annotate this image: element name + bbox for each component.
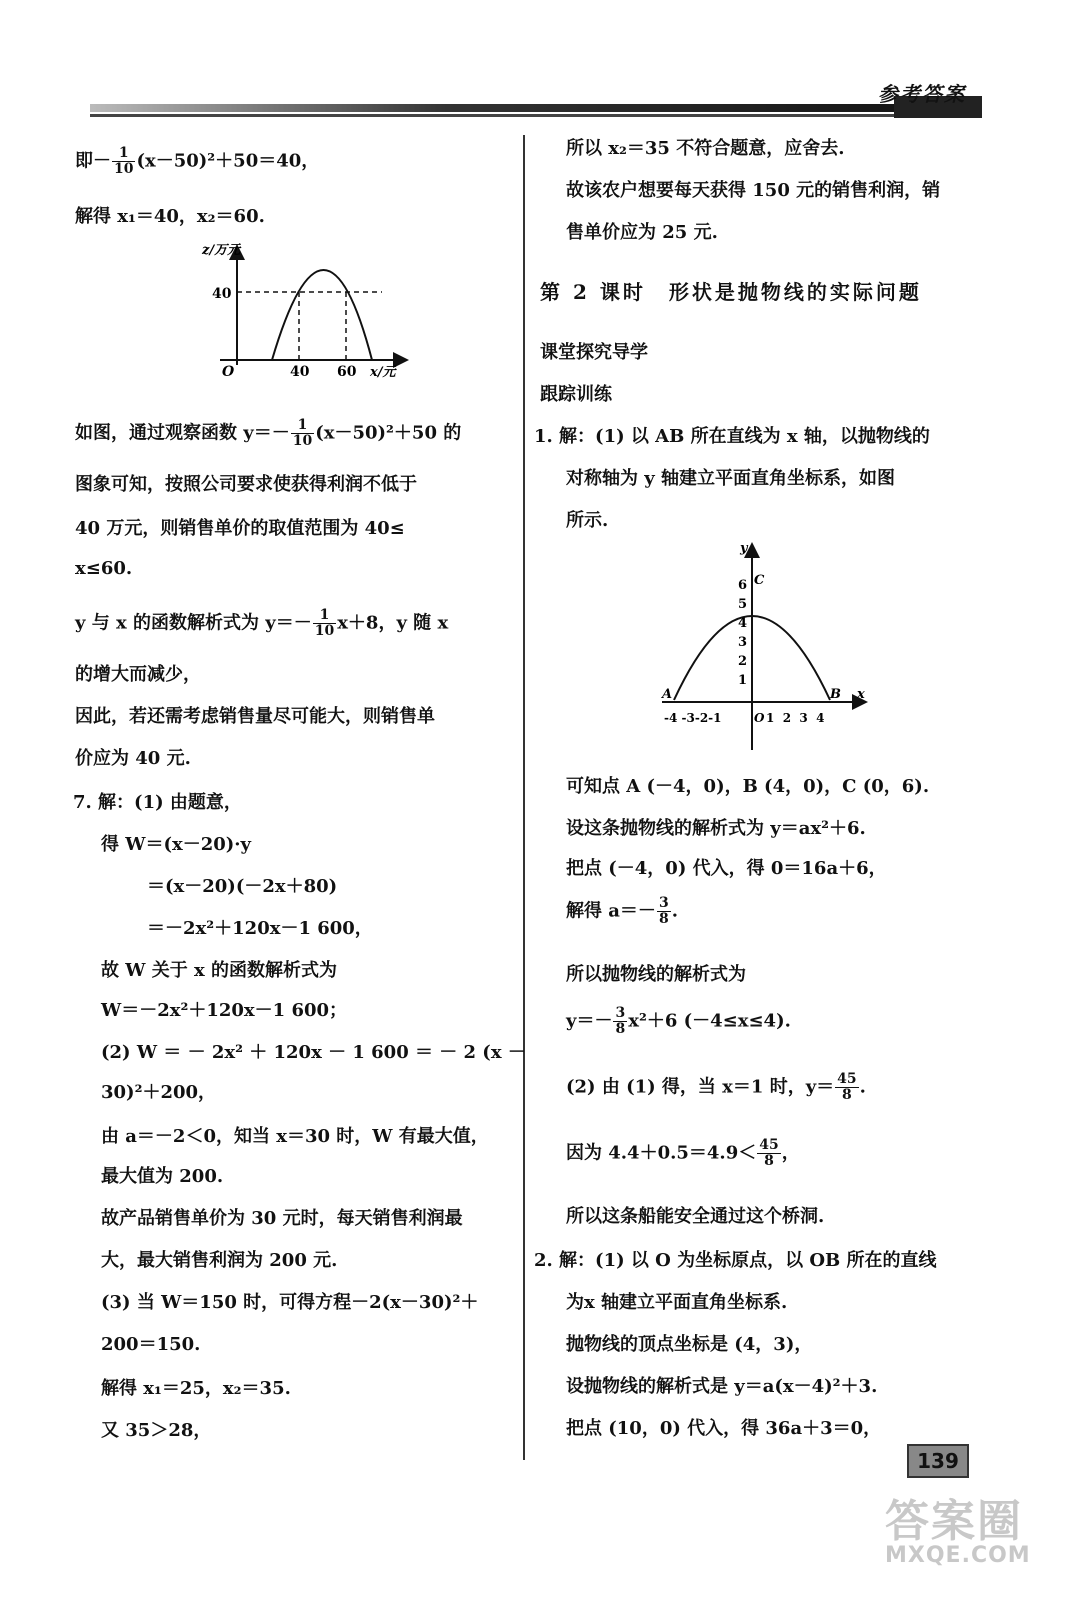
point-a-label: A <box>662 687 673 702</box>
q1-line7: 解得 a＝－ $\frac{3}{8}$ . <box>566 895 678 927</box>
header-rule <box>90 104 980 112</box>
graph1-origin: O <box>222 364 235 380</box>
watermark-url: MXQE.COM <box>885 1543 1031 1568</box>
graph1-y40: 40 <box>212 286 232 302</box>
q2-line2: 为x 轴建立平面直角坐标系. <box>566 1292 788 1313</box>
profit-graph <box>202 240 410 380</box>
watermark-logo-text: 答案圈 <box>885 1496 1023 1547</box>
q7-line1: 得 W＝(x－20)·y <box>101 834 252 855</box>
q7-line5: W＝－2x²＋120x－1 600； <box>101 1000 348 1021</box>
eq-line-1: 即－ $\frac{1}{10}$ (x－50)²＋50＝40， <box>75 145 320 177</box>
q7-line15: 又 35＞28， <box>101 1420 212 1441</box>
y-tick-4: 4 <box>738 616 748 631</box>
q2-line1: 2. 解：(1) 以 O 为坐标原点，以 OB 所在的直线 <box>534 1250 937 1271</box>
graph1-x40: 40 <box>290 364 310 380</box>
graph1-x60: 60 <box>337 364 357 380</box>
para2-line1: y 与 x 的函数解析式为 y＝－ $\frac{1}{10}$ x＋8，y 随 x <box>75 607 449 639</box>
q1-line2: 对称轴为 y 轴建立平面直角坐标系，如图 <box>566 468 895 489</box>
r-line2: 故该农户想要每天获得 150 元的销售利润，销 <box>566 180 941 201</box>
para2-line2: 的增大而减少， <box>75 664 201 685</box>
r-line3: 售单价应为 25 元. <box>566 222 718 243</box>
q1-line8: 所以抛物线的解析式为 <box>566 964 746 985</box>
q7-title: 7. 解：(1) 由题意， <box>73 792 242 813</box>
q1-line4: 可知点 A (－4，0)，B (4，0)，C (0，6). <box>566 776 930 797</box>
graph2-ylabel: y <box>740 541 748 556</box>
q7-line7: 30)²＋200， <box>101 1082 217 1103</box>
q1-line6: 把点 (－4，0) 代入，得 0＝16a＋6， <box>566 858 887 879</box>
q1-line12: 所以这条船能安全通过这个桥洞. <box>566 1206 825 1227</box>
q7-line9: 最大值为 200. <box>101 1166 224 1187</box>
para1-line3: 40 万元，则销售单价的取值范围为 40≤ <box>75 518 405 539</box>
y-tick-6: 6 <box>738 578 748 593</box>
graph2-xlabel: x <box>857 687 865 702</box>
q2-line3: 抛物线的顶点坐标是 (4，3)， <box>566 1334 813 1355</box>
graph1-xlabel: x/元 <box>370 365 396 380</box>
subheading-class: 课堂探究导学 <box>540 342 648 363</box>
q1-line11: 因为 4.4＋0.5＝4.9＜ $\frac{45}{8}$ ， <box>566 1137 800 1169</box>
point-c-label: C <box>754 573 765 588</box>
para1-line4: x≤60. <box>75 558 133 579</box>
q2-line5: 把点 (10，0) 代入，得 36a＋3＝0， <box>566 1418 882 1439</box>
q1-line3: 所示. <box>566 510 609 531</box>
column-divider <box>523 135 525 1460</box>
para1-line2: 图象可知，按照公司要求使获得利润不低于 <box>75 474 417 495</box>
para1-line1: 如图，通过观察函数 y＝－ $\frac{1}{10}$ (x－50)²＋50 的 <box>75 417 462 449</box>
q2-line4: 设抛物线的解析式是 y＝a(x－4)²＋3. <box>566 1376 878 1397</box>
q7-line8: 由 a＝－2＜0，知当 x＝30 时，W 有最大值， <box>101 1126 489 1147</box>
para3-line2: 价应为 40 元. <box>75 748 191 769</box>
q7-line4: 故 W 关于 x 的函数解析式为 <box>101 960 338 981</box>
subheading-training: 跟踪训练 <box>540 384 612 405</box>
y-tick-1: 1 <box>738 673 748 688</box>
q7-line3: ＝－2x²＋120x－1 600， <box>147 918 373 939</box>
q7-line11: 大，最大销售利润为 200 元. <box>101 1250 338 1271</box>
y-tick-3: 3 <box>738 635 748 650</box>
q7-line6: (2) W ＝ － 2x² ＋ 120x － 1 600 ＝ － 2 (x － <box>101 1042 526 1063</box>
point-b-label: B <box>830 687 841 702</box>
graph2-origin: O <box>754 711 765 725</box>
para3-line1: 因此，若还需考虑销售量尽可能大，则销售单 <box>75 706 435 727</box>
page-number: 139 <box>907 1444 969 1478</box>
q7-line14: 解得 x₁＝25，x₂＝35. <box>101 1378 291 1399</box>
q7-line12: (3) 当 W＝150 时，可得方程－2(x－30)²＋ <box>101 1292 479 1313</box>
parabola-graph <box>652 540 872 752</box>
watermark <box>885 1485 1031 1568</box>
q1-line10: (2) 由 (1) 得，当 x＝1 时，y＝ $\frac{45}{8}$ . <box>566 1071 866 1103</box>
x-ticks-positive: 1 2 3 4 <box>766 711 825 725</box>
q1-line9: y＝－ $\frac{3}{8}$ x²＋6 (－4≤x≤4). <box>566 1005 791 1037</box>
x-ticks-negative: -4 -3-2-1 <box>664 711 722 725</box>
q1-line1: 1. 解：(1) 以 AB 所在直线为 x 轴，以抛物线的 <box>534 426 930 447</box>
q1-line5: 设这条抛物线的解析式为 y＝ax²＋6. <box>566 818 866 839</box>
q7-line10: 故产品销售单价为 30 元时，每天销售利润最 <box>101 1208 463 1229</box>
header-title: 参考答案 <box>878 82 966 106</box>
header-rule-thin <box>90 114 980 117</box>
solution-line: 解得 x₁＝40，x₂＝60. <box>75 206 265 227</box>
y-tick-2: 2 <box>738 654 748 669</box>
section-title: 第 2 课时 形状是抛物线的实际问题 <box>540 280 922 304</box>
r-line1: 所以 x₂＝35 不符合题意，应舍去. <box>566 138 845 159</box>
graph1-ylabel: z/万元 <box>202 243 241 258</box>
y-tick-5: 5 <box>738 597 748 612</box>
q7-line2: ＝(x－20)(－2x＋80) <box>147 876 338 897</box>
q7-line13: 200＝150. <box>101 1334 201 1355</box>
